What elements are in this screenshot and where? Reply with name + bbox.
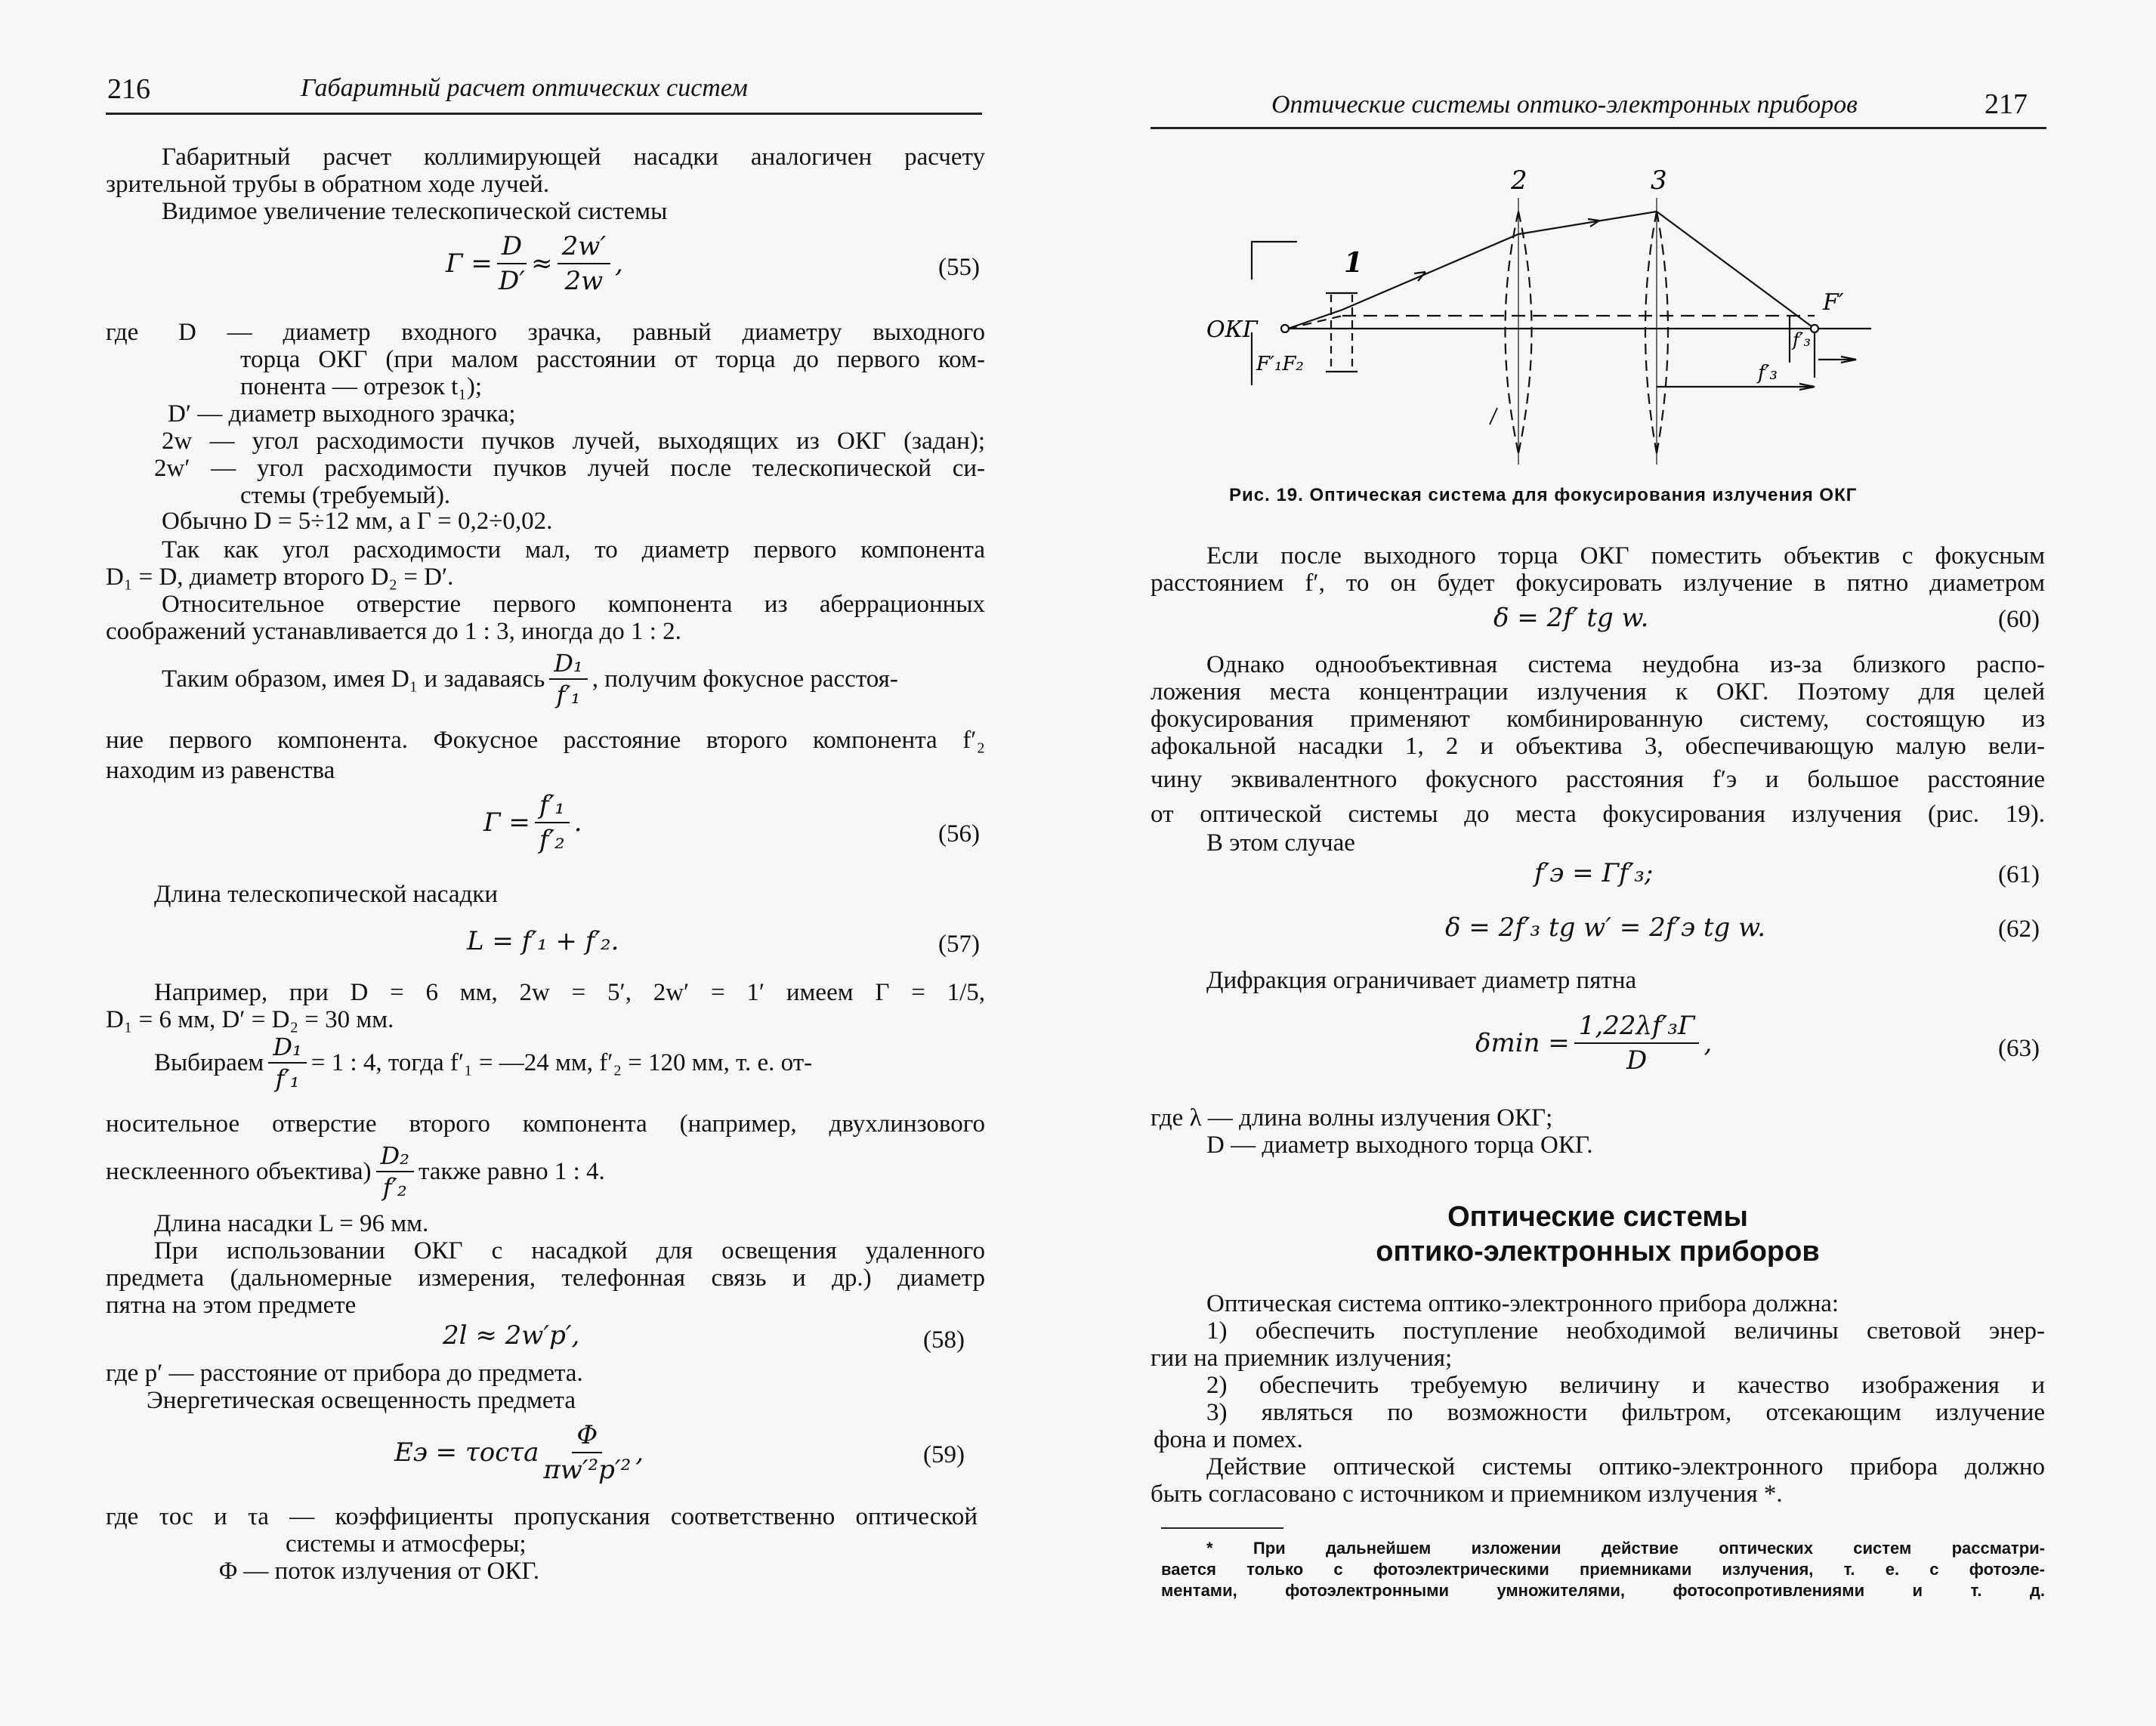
text-line: понента — отрезок t₁); [240,373,482,400]
text-line: Действие оптической системы оптико-электронного прибора должно [1206,1453,2045,1481]
text-line: Φ — поток излучения от ОКГ. [219,1558,539,1585]
text-line: Обычно D = 5÷12 мм, а Г = 0,2÷0,02. [162,508,553,535]
equation-61: f′э = Гf′₃; [1534,858,1654,888]
label-okg: ОКГ [1206,316,1258,343]
text-line: Оптическая система оптико-электронного прибора должна: [1206,1290,1839,1317]
eq-part: , [615,249,623,279]
equation-number: (55) [938,254,980,281]
footnote-line: * При дальнейшем изложении действие оптических систем рассматри- [1206,1539,2045,1558]
equation-number: (58) [923,1326,965,1354]
text-line: ние первого компонента. Фокусное расстояние второго компонента f′₂ [106,727,985,754]
eq-part: Г = [483,807,530,838]
text-line: D₁ = D, диаметр второго D₂ = D′. [106,563,454,591]
text-span: Выбираем [154,1049,264,1076]
text-line: Энергетическая освещенность предмета [147,1387,576,1414]
text-line: чину эквивалентного фокусного расстояния f′э и большое расстояние [1151,766,2045,793]
okg-bracket-top [1252,242,1297,279]
equation-number: (57) [938,931,980,958]
fraction [376,1142,414,1201]
numerator: D₂ [376,1142,414,1172]
equation-number: (62) [1998,915,2040,943]
fraction [268,1033,306,1092]
label-lens-2: 2 [1511,165,1527,196]
section-heading-line-2: оптико-электронных приборов [1376,1236,1820,1267]
equation-63 [1475,1011,1712,1076]
equation-number: (61) [1998,861,2040,888]
text-line: системы и атмосферы; [286,1530,527,1558]
text-line: гии на приемник излучения; [1151,1345,1453,1372]
equation-number: (60) [1998,606,2040,633]
label-f3-small: f′₃ [1793,329,1811,350]
text-line: находим из равенства [106,757,335,784]
text-span: также равно 1 : 4. [418,1158,605,1185]
text-line: D₁ = 6 мм, D′ = D₂ = 30 мм. [106,1006,394,1033]
text-line: Дифракция ограничивает диаметр пятна [1206,967,1637,994]
label-lens-3: 3 [1651,165,1667,196]
section-heading-line-1: Оптические системы [1447,1201,1748,1233]
text-span: несклеенного объектива) [106,1158,372,1185]
denominator: f′₁ [275,1064,300,1093]
denominator: 2w [564,266,604,296]
fraction [535,790,570,855]
numerator: D₁ [268,1033,306,1064]
text-line: расстоянием f′, то он будет фокусировать излучение в пятно диаметром [1151,570,2045,597]
text-line: где p′ — расстояние от прибора до предмета. [106,1360,583,1387]
text-span: Таким образом, имея D₁ и задаваясь [162,665,545,693]
eq-part: , [635,1437,644,1468]
running-head: Габаритный расчет оптических систем [301,74,748,102]
text-line: 1) обеспечить поступление необходимой величины световой энер- [1206,1317,2045,1345]
equation-57: L = f′₁ + f′₂. [467,926,619,956]
footnote-line: ментами, фотоэлектронными умножителями, фотосопротивлениями и т. д. [1161,1581,2045,1600]
eq-part: Eэ = τосτа [394,1437,539,1468]
fraction [543,1420,631,1485]
lens-3-left [1645,212,1657,453]
denominator: D [1626,1045,1648,1076]
denominator: πw′²p′² [543,1455,632,1485]
text-line: стемы (требуемый). [240,482,451,509]
text-line: Видимое увеличение телескопической системы [162,198,668,225]
text-line: Если после выходного торца ОКГ поместить объектив с фокусным [1206,542,2045,570]
text-line: соображений устанавливается до 1 : 3, иногда до 1 : 2. [106,618,681,645]
text-line: от оптической системы до места фокусирования излучения (рис. 19). [1151,801,2045,828]
right-page [1078,0,2156,1726]
text-line: где λ — длина волны излучения ОКГ; [1151,1104,1553,1132]
header-rule [1151,127,2046,129]
page-number: 217 [1985,88,2028,120]
fraction [558,231,610,296]
figure-19-diagram [1206,151,1947,476]
text-line: Так как угол расходимости мал, то диаметр первого компонента [162,536,985,563]
text-line: D — диаметр выходного торца ОКГ. [1206,1132,1593,1159]
equation-62: δ = 2f′₃ tg w′ = 2f′э tg w. [1445,912,1766,943]
equation-59 [394,1420,644,1485]
text-line: ложения места концентрации излучения к ОКГ. Поэтому для целей [1151,678,2045,706]
denominator: f′₁ [556,681,581,709]
numerator: D [497,231,527,264]
footnote-line: вается только с фотоэлектрическими приемниками излучения, т. е. с фотоэле- [1161,1560,2045,1579]
text-line: 2) обеспечить требуемую величину и качество изображения и [1206,1372,2045,1399]
equation-number: (59) [923,1441,965,1468]
equation-number: (63) [1998,1035,2040,1062]
stray-mark [1490,408,1497,425]
label-lens-1: 1 [1344,247,1364,279]
eq-part: . [573,807,582,838]
text-line: быть согласовано с источником и приемником излучения *. [1151,1481,1783,1508]
equation-60: δ = 2f′ tg w. [1493,603,1649,633]
text-span: = 1 : 4, тогда f′₁ = —24 мм, f′₂ = 120 мм, т. е. от- [310,1049,813,1076]
fraction [497,231,527,296]
figure-caption: Рис. 19. Оптическая система для фокусирования излучения ОКГ [1229,485,1858,505]
marginal-ray [1288,212,1815,329]
text-line: 3) являться по возможности фильтром, отсекающим излучение [1206,1399,2045,1426]
text-line: афокальной насадки 1, 2 и объектива 3, обеспечивающую малую вели- [1151,733,2045,760]
fraction [1574,1011,1700,1076]
text-line: Например, при D = 6 мм, 2w = 5′, 2w′ = 1′ имеем Г = 1/5, [154,979,985,1006]
denominator: f′₂ [382,1173,407,1202]
eq-part: , [1703,1028,1713,1058]
numerator: 1,22λf′₃Г [1574,1011,1700,1044]
text-line: Длина насадки L = 96 мм. [154,1210,429,1237]
text-line: фокусирования применяют комбинированную систему, состоящую из [1151,706,2045,733]
equation-56 [483,790,582,855]
text-line: Габаритный расчет коллимирующей насадки аналогичен расчету [162,144,985,171]
focus-point [1811,325,1818,332]
lens-2-right [1518,212,1532,453]
lens-2-left [1506,212,1519,453]
text-line: 2w′ — угол расходимости пучков лучей после телескопической си- [154,455,985,482]
equation-number: (56) [938,820,980,848]
running-head: Оптические системы оптико-электронных приборов [1271,91,1858,119]
text-line: В этом случае [1206,829,1355,857]
text-line: D — диаметр входного зрачка, равный диаметру выходного [178,319,985,346]
equation-58: 2l ≈ 2w′p′, [443,1320,580,1351]
text-line: зрительной трубы в обратном ходе лучей. [106,171,550,198]
fraction [549,650,587,709]
eq-part: Г = [446,249,493,279]
numerator: 2w′ [558,231,610,264]
footnote-rule [1161,1527,1283,1529]
text-line [154,1033,985,1092]
text-line: Относительное отверстие первого компонента из аберрационных [162,591,985,618]
header-rule [106,113,982,115]
label-f3: f′₃ [1758,362,1778,384]
text-line: торца ОКГ (при малом расстоянии от торца до первого ком- [240,346,985,373]
dashed-ray [1288,316,1342,329]
text-line: 2w — угол расходимости пучков лучей, выходящих из ОКГ (задан); [162,428,985,455]
text-span: , получим фокусное расстоя- [592,665,898,693]
numerator: f′₁ [535,790,570,823]
eq-part: δmin = [1475,1028,1570,1058]
text-line: фона и помех. [1154,1426,1303,1453]
denominator: D′ [498,266,525,296]
text-line: D′ — диаметр выходного зрачка; [168,400,516,428]
text-line: где τос и τа — коэффициенты пропускания соответственно оптической [106,1503,978,1530]
text-line: предмета (дальномерные измерения, телефонная связь и др.) диаметр [106,1264,985,1292]
equation-55 [446,231,623,296]
text-line: При использовании ОКГ с насадкой для освещения удаленного [154,1237,985,1264]
text-line [106,1142,605,1201]
lens-3-right [1657,212,1668,453]
text-line: пятна на этом предмете [106,1292,357,1319]
okg-source-point [1281,325,1289,332]
text-line: Длина телескопической насадки [154,881,498,908]
denominator: f′₂ [539,825,565,855]
text-line [162,650,985,709]
label-fprime: F′ [1823,289,1844,316]
eq-part: ≈ [531,249,553,279]
label-f1f2: F′₁F₂ [1256,353,1304,375]
page-number: 216 [107,73,150,105]
numerator: D₁ [549,650,587,680]
text-line: Однако однообъективная система неудобна из-за близкого распо- [1206,651,2045,678]
numerator: Φ [572,1420,602,1453]
text-line: где [106,319,139,346]
text-line: носительное отверстие второго компонента (например, двухлинзового [106,1110,985,1138]
